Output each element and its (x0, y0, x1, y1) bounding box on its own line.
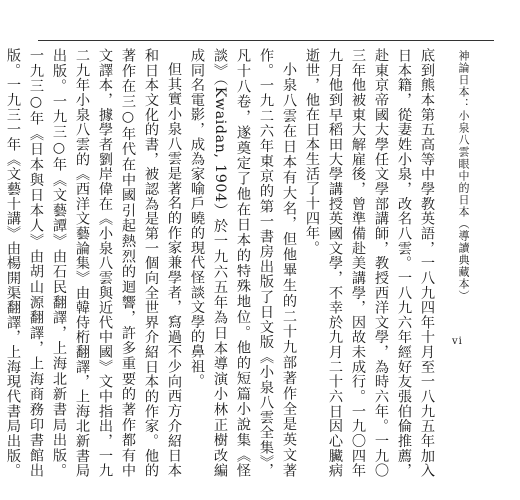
page-number: vi (452, 336, 463, 347)
paragraph-2: 小泉八雲在日本有大名，但他畢生的二十九部著作全是英文著作。一九二六年東京的第一書房出版了日文版《小泉八雲全集》，凡十八卷，遂奠定了他在日本的特殊地位。他的短篇小說集《怪談》（Kwaidan, 1904）於一九六五年為日本導演小林正樹改編成同名電影，成為家喻戶曉的現代怪談文學的鼻祖。 (189, 48, 297, 478)
running-head: 神論日本：小泉八雲眼中的日本（導讀典藏本） (457, 50, 470, 302)
vertical-body-text (5, 48, 438, 478)
header-rule (38, 40, 494, 41)
paragraph-1: 底到熊本第五高等中學教英語，一八九四年十月至一八九五年加入日本籍，從妻姓小泉，改名八雲。一八九六年經好友張伯倫推薦，赴東京帝國大學任文學部講師，教授西洋文學，為時六年。一九〇三年他被東大解雇後，曾準備赴美講學，因故未成行。一九〇四年九月他到早稻田大學講授英國文學，不幸於九月二十六日因心臟病逝世，他在日本生活了十四年。 (304, 48, 435, 478)
paragraph-3: 但其實小泉八雲是著名的作家兼學者，寫過不少向西方介紹日本和日本文化的書，被認為是第一個向全世界介紹日本的作家。他的著作在三○年代在中國引起熱烈的迴響，許多重要的著作都有中文譯本，據學者劉岸偉在《小泉八雲與近代中國》文中指出，一九二九年小泉八雲的《西洋文藝論集》由韓侍桁翻譯，上海北新書局出版。一九三○年《文藝譚》由石民翻譯，上海北新書局出版。一九三○年《日本與日本人》由胡山源翻譯，上海商務印書館出版。一九三一年《文藝十講》由楊開渠翻譯，上海現代書局出版。 (5, 48, 182, 478)
